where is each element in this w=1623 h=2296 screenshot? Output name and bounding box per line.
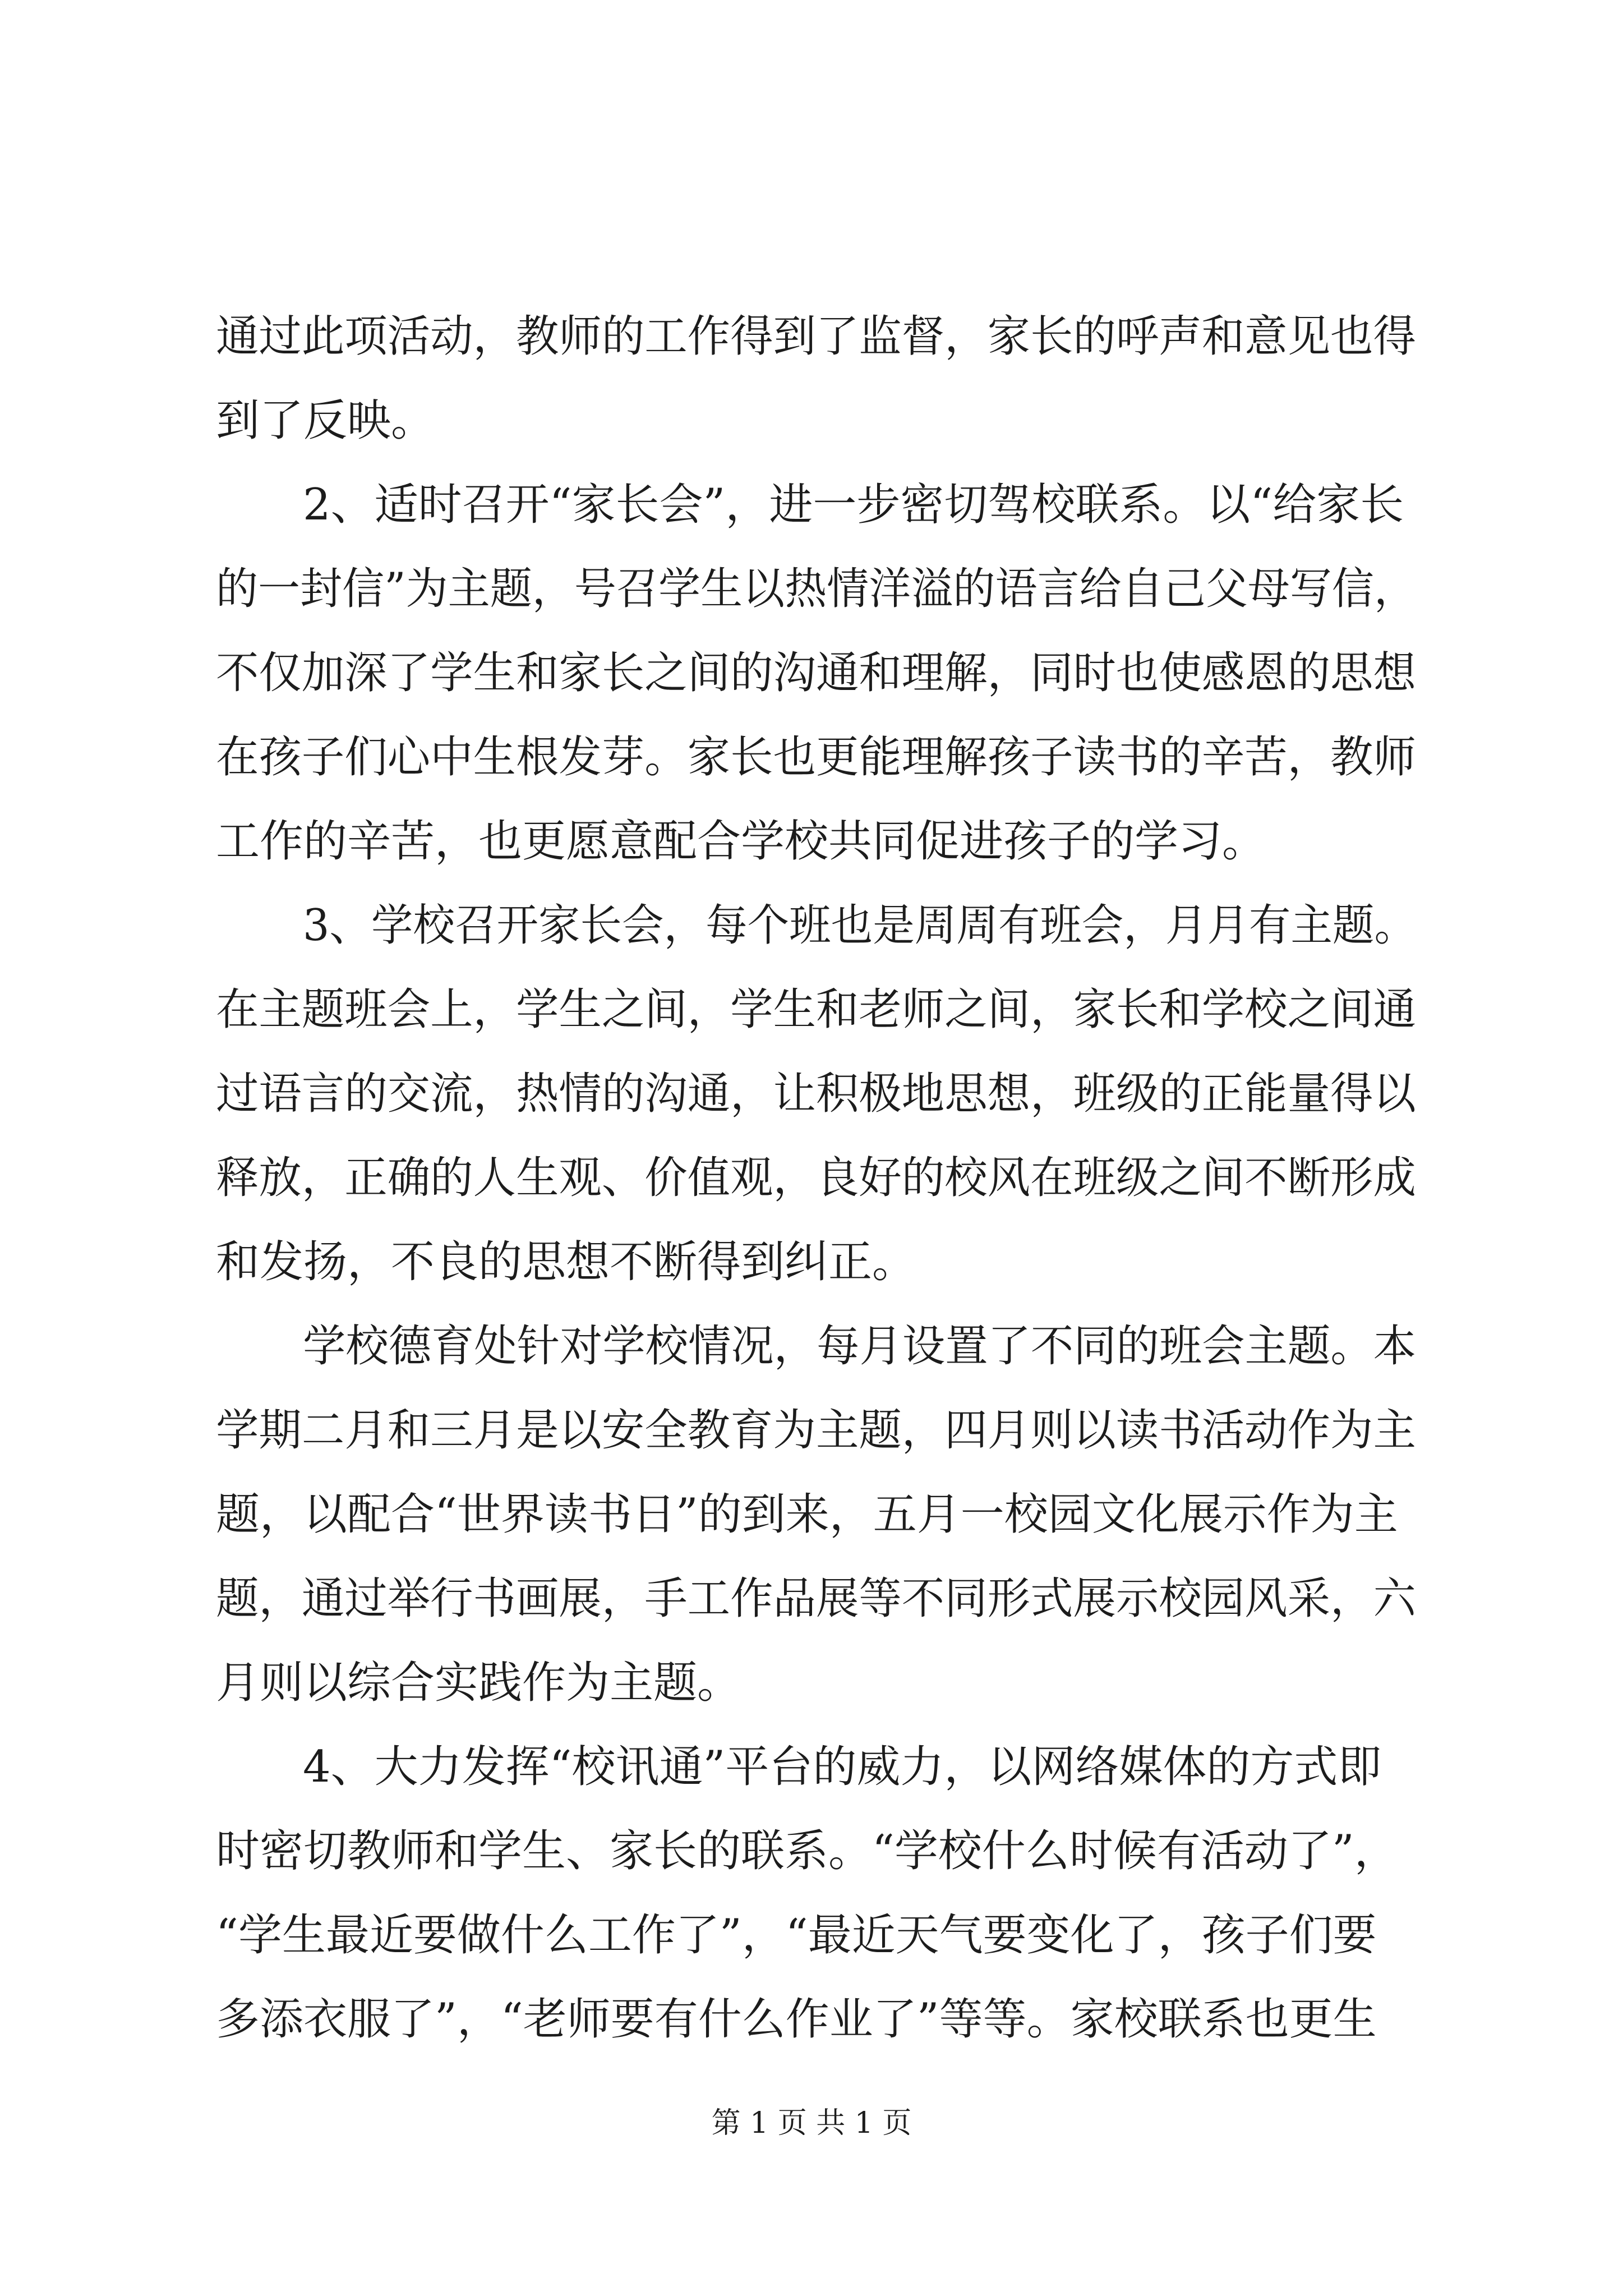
- text-line: [0, 1736, 1623, 1798]
- text-line: [0, 390, 1623, 452]
- text-line-content: 3、学校召开家长会，每个班也是周周有班会，月月有主题。: [303, 900, 1416, 951]
- text-line-content: 到了反映。: [216, 395, 435, 446]
- text-line: [0, 1484, 1623, 1545]
- text-line-content: 工作的辛苦，也更愿意配合学校共同促进孩子的学习。: [216, 816, 1266, 867]
- text-line: [0, 1820, 1623, 1882]
- text-line-content: 题，以配合“世界读书日”的到来，五月一校园文化展示作为主: [216, 1489, 1398, 1540]
- text-line-content: 和发扬，不良的思想不断得到纠正。: [216, 1237, 916, 1287]
- text-line: [0, 558, 1623, 620]
- text-line-content: 时密切教师和学生、家长的联系。“学校什么时候有活动了”，: [216, 1826, 1398, 1876]
- text-line: [0, 1904, 1623, 1966]
- page-number-footer: 第 1 页 共 1 页: [711, 2106, 912, 2140]
- text-line: [0, 1400, 1623, 1461]
- text-line: [0, 474, 1623, 536]
- text-line-content: “学生最近要做什么工作了”，“最近天气要变化了，孩子们要: [216, 1910, 1377, 1961]
- text-line-content: 月则以综合实践作为主题。: [216, 1658, 741, 1708]
- text-line: [0, 726, 1623, 788]
- text-line-content: 的一封信”为主题，号召学生以热情洋溢的语言给自己父母写信，: [216, 564, 1417, 614]
- text-line: [0, 642, 1623, 704]
- text-line: [0, 306, 1623, 367]
- text-line: [0, 979, 1623, 1041]
- text-line-content: 通过此项活动，教师的工作得到了监督，家长的呼声和意见也得: [216, 311, 1416, 362]
- text-line: [0, 1315, 1623, 1377]
- text-line-content: 不仅加深了学生和家长之间的沟通和理解，同时也使感恩的思想: [216, 648, 1416, 698]
- text-line-content: 过语言的交流，热情的沟通，让积极地思想，班级的正能量得以: [216, 1069, 1416, 1119]
- text-line: [0, 1568, 1623, 1630]
- text-line: [0, 1231, 1623, 1293]
- text-line-content: 4、大力发挥“校讯通”平台的威力，以网络媒体的方式即: [303, 1742, 1382, 1792]
- text-line: [0, 895, 1623, 956]
- text-line: [0, 1989, 1623, 2050]
- text-line-content: 学期二月和三月是以安全教育为主题，四月则以读书活动作为主: [216, 1405, 1416, 1456]
- text-line-content: 释放，正确的人生观、价值观，良好的校风在班级之间不断形成: [216, 1153, 1416, 1203]
- text-line-content: 在主题班会上，学生之间，学生和老师之间，家长和学校之间通: [216, 984, 1416, 1035]
- text-line: [0, 811, 1623, 872]
- text-line: [0, 1147, 1623, 1209]
- text-line: [0, 1652, 1623, 1714]
- text-line-content: 学校德育处针对学校情况，每月设置了不同的班会主题。本: [303, 1321, 1417, 1372]
- text-line-content: 在孩子们心中生根发芽。家长也更能理解孩子读书的辛苦，教师: [216, 732, 1416, 783]
- text-line-content: 题，通过举行书画展，手工作品展等不同形式展示校园风采，六: [216, 1573, 1416, 1624]
- text-line: [0, 1063, 1623, 1125]
- text-line-content: 多添衣服了”，“老师要有什么作业了”等等。家校联系也更生: [216, 1994, 1377, 2045]
- text-line-content: 2、适时召开“家长会”，进一步密切驾校联系。以“给家长: [303, 480, 1404, 530]
